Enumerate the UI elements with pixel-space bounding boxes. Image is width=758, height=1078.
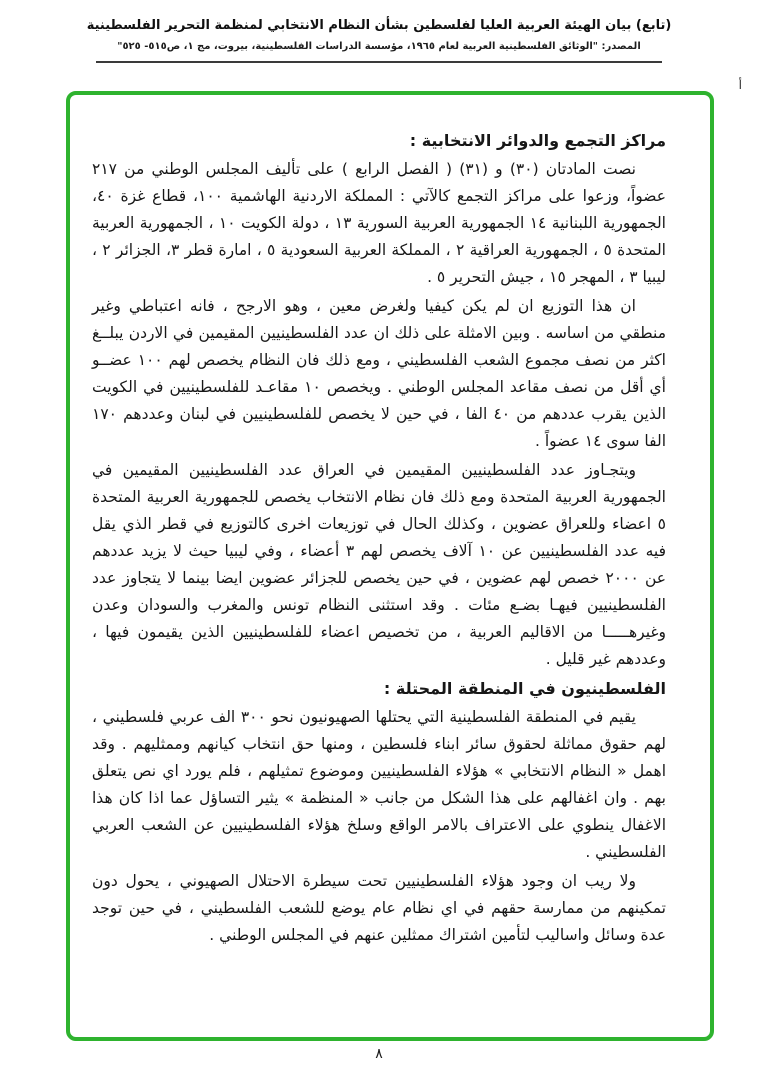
header-divider xyxy=(96,61,662,63)
page-number: ٨ xyxy=(375,1046,383,1062)
paragraph-distribution: نصت المادتان (٣٠) و (٣١) ( الفصل الرابع ) على تأليف المجلس الوطني من ٢١٧ عضواً، وزعوا على مراكز التجمع كالآتي : المملكة الاردنية الهاشمية ١٠٠، قطاع غزة ٤٠، الجمهورية اللبنانية ١٤ الجمهورية العربية السورية ١٣ ، دولة الكويت ١٠ ، الجمهورية العربية المتحدة ٥ ، الجمهورية العراقية ٢ ، المملكة العربية السعودية ٥ ، امارة قطر ٣، الجزائر ٢ ، ليبيا ٣ ، المهجر ١٥ ، جيش التحرير ٥ . xyxy=(92,160,666,286)
paragraph-occupied-palestinians: يقيم في المنطقة الفلسطينية التي يحتلها الصهيونيون نحو ٣٠٠ الف عربي فلسطيني ، لهم حقوق مماثلة لحقوق سائر ابناء فلسطين ، ومنها حق انتخاب كيانهم وممثليهم . وقد اهمل « النظام الانتخابي » هؤلاء الفلسطينيين وموضوع تمثيلهم ، فلم يورد اي نص يتعلق بهم . وان اغفالهم على هذا الشكل من جانب « المنظمة » يثير التساؤل عما اذا كان هذا الاغفال ينطوي على الاعتراف بالامر الواقع وسلخ هؤلاء الفلسطينيين عن الشعب العربي الفلسطيني . xyxy=(92,708,666,861)
scanned-text-body xyxy=(70,95,710,949)
section-heading-occupied-area: الفلسطينيون في المنطقة المحتلة : xyxy=(383,679,666,698)
document-header xyxy=(0,18,758,63)
paragraph-iraq-comparison: ويتجـاوز عدد الفلسطينيين المقيمين في العراق عدد الفلسطينيين المقيمين في الجمهورية العربية المتحدة ومع ذلك فان نظام الانتخاب يخصص للجمهورية العربية المتحدة ٥ اعضاء وللعراق عضوين ، وكذلك الحال في توزيعات اخرى كالتوزيع في قطر الذي يقل فيه عدد الفلسطينيين عن ١٠ آلاف يخصص لهم ٣ أعضاء ، وفي ليبيا حيث لا يزيد عددهم عن ٢٠٠٠ خصص لهم عضوين ، في حين يخصص للجزائر عضوين ايضا بينما لا يتجاوز عدد الفلسطينيين فيهـا بضـع مئات . وقد استثنى النظام تونس والمغرب والسودان وعدن وغيرهـــــا من الاقاليم العربية ، من تخصيص اعضاء للفلسطينيين الذين يقيمون فيها ، وعددهم غير قليل . xyxy=(92,461,666,668)
corner-mark: أ xyxy=(738,78,742,92)
paragraph-representation-means: ولا ريب ان وجود هؤلاء الفلسطينيين تحت سيطرة الاحتلال الصهيوني ، يحول دون تمكينهم من ممارسة حقهم في اي نظام عام يوضع للشعب الفلسطيني ، في حين توجد عدة وسائل واساليب لتأمين اشتراك ممثلين عنهم في المجلس الوطني . xyxy=(92,872,666,944)
document-title: (تابع) بيان الهيئة العربية العليا لفلسطين بشأن النظام الانتخابي لمنظمة التحرير الفلسطينية xyxy=(86,18,672,33)
source-citation: المصدر: "الوثائق الفلسطينية العربية لعام ١٩٦٥، مؤسسة الدراسات الفلسطينية، بيروت، مج ١، ص٥١٥- ٥٢٥" xyxy=(117,41,641,52)
green-border-frame xyxy=(66,91,714,1041)
section-heading-assembly-centers: مراكز التجمع والدوائر الانتخابية : xyxy=(409,131,666,150)
paragraph-arbitrary-allocation: ان هذا التوزيع ان لم يكن كيفيا ولغرض معين ، وهو الارجح ، فانه اعتباطي وغير منطقي من اساسه . وبين الامثلة على ذلك ان عدد الفلسطينيين المقيمين في الاردن يبلــغ اكثر من نصف مجموع الشعب الفلسطيني ، ومع ذلك فان النظام يخصص لهم ١٠٠ عضــو أي أقل من نصف مقاعد المجلس الوطني . ويخصص ١٠ مقاعـد للفلسطينيين في الكويت الذين يقرب عددهم من ٤٠ الفا ، في حين لا يخصص للفلسطينيين في لبنان وعددهم ١٧٠ الفا سوى ١٤ عضواً . xyxy=(92,297,666,450)
